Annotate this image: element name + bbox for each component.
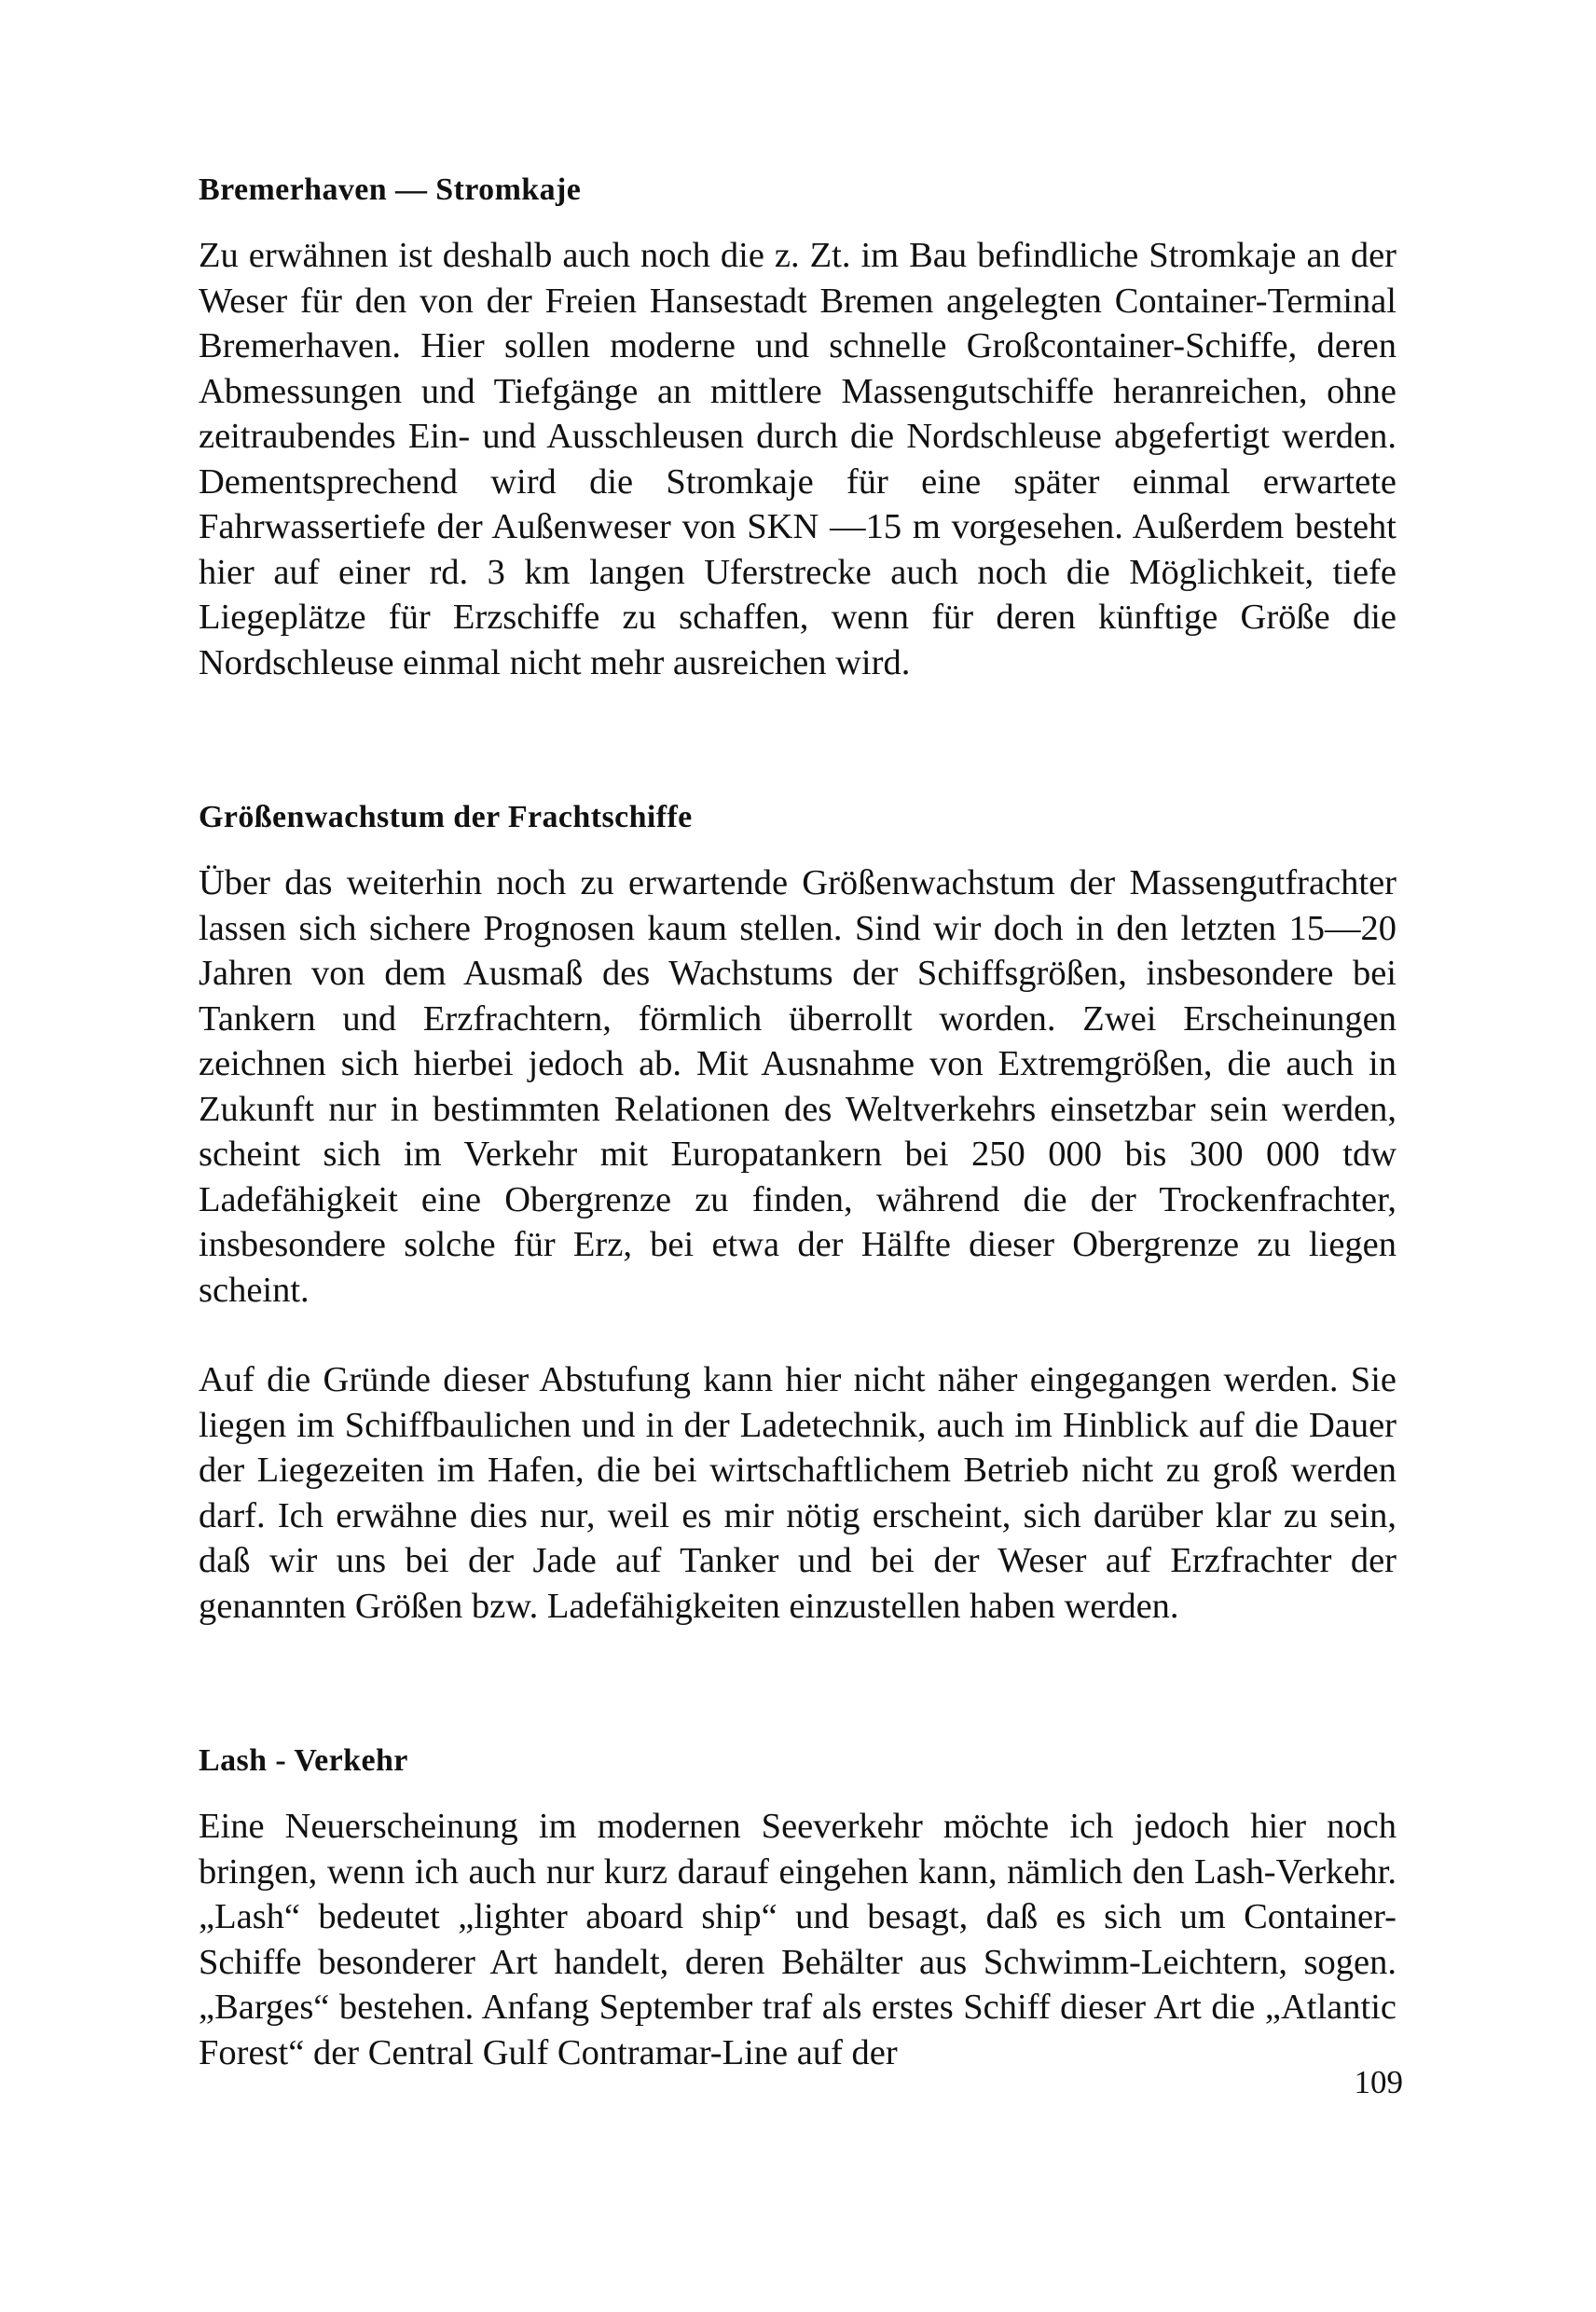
paragraph: Auf die Gründe dieser Abstufung kann hier nicht näher eingegangen werden. Sie liegen im Schiffbaulichen und in der Ladetechnik, auch im Hinblick auf die Dauer der Liegezeiten im Hafen, die bei wirtschaftlichem Betrieb nicht zu groß werden darf. Ich erwähne dies nur, weil es mir nötig erscheint, sich darüber klar zu sein, daß wir uns bei der Jade auf Tanker und bei der Weser auf Erzfrachter der genannten Größen bzw. Ladefähigkeiten einzustellen haben werden. — [199, 1360, 1396, 1626]
section-spacer — [199, 1629, 1396, 1739]
paragraph: Über das weiterhin noch zu erwartende Größenwachstum der Massengutfrachter lassen sich sichere Prognosen kaum stellen. Sind wir doch in den letzten 15—20 Jahren von dem Ausmaß des Wachstums der Schiffsgrößen, insbesondere bei Tankern und Erzfrachtern, förmlich überrollt worden. Zwei Erscheinungen zeichnen sich hierbei jedoch ab. Mit Ausnahme von Extremgrößen, die auch in Zukunft nur in bestimmten Relationen des Weltverkehrs einsetzbar sein werden, scheint sich im Verkehr mit Europatankern bei 250 000 bis 300 000 tdw Ladefähigkeit eine Obergrenze zu finden, während die der Trockenfrachter, insbesondere solche für Erz, bei etwa der Hälfte dieser Obergrenze zu liegen scheint. — [199, 863, 1396, 1310]
section-bremerhaven-stromkaje — [199, 168, 1396, 685]
section-spacer — [199, 685, 1396, 795]
section-heading: Größenwachstum der Frachtschiffe — [199, 800, 693, 834]
section-lash-verkehr — [199, 1739, 1396, 2075]
section-heading: Bremerhaven — Stromkaje — [199, 172, 582, 207]
paragraph: Zu erwähnen ist deshalb auch noch die z. Zt. im Bau befindliche Stromkaje an der Weser für den von der Freien Hansestadt Bremen angelegten Container-Terminal Bremerhaven. Hier sollen moderne und schnelle Großcontainer-Schiffe, deren Abmessungen und Tiefgänge an mittlere Massengutschiffe heranreichen, ohne zeitraubendes Ein- und Ausschleusen durch die Nordschleuse abgefertigt werden. Dementsprechend wird die Stromkaje für eine später einmal erwartete Fahrwassertiefe der Außenweser von SKN —15 m vorgesehen. Außerdem besteht hier auf einer rd. 3 km langen Uferstrecke auch noch die Möglichkeit, tiefe Liegeplätze für Erzschiffe zu schaffen, wenn für deren künftige Größe die Nordschleuse einmal nicht mehr ausreichen wird. — [199, 236, 1396, 682]
paragraph: Eine Neuerscheinung im modernen Seeverkehr möchte ich jedoch hier noch bringen, wenn ich auch nur kurz darauf eingehen kann, nämlich den Lash-Verkehr. „Lash“ bedeutet „lighter aboard ship“ und besagt, daß es sich um Container-Schiffe besonderer Art handelt, deren Behälter aus Schwimm-Leichtern, sogen. „Barges“ bestehen. Anfang September traf als erstes Schiff dieser Art die „Atlantic Forest“ der Central Gulf Contramar-Line auf der — [199, 1807, 1396, 2072]
page-body — [199, 168, 1396, 2075]
page-number: 109 — [1354, 2064, 1403, 2100]
section-groessenwachstum — [199, 795, 1396, 1629]
section-heading: Lash - Verkehr — [199, 1743, 408, 1778]
